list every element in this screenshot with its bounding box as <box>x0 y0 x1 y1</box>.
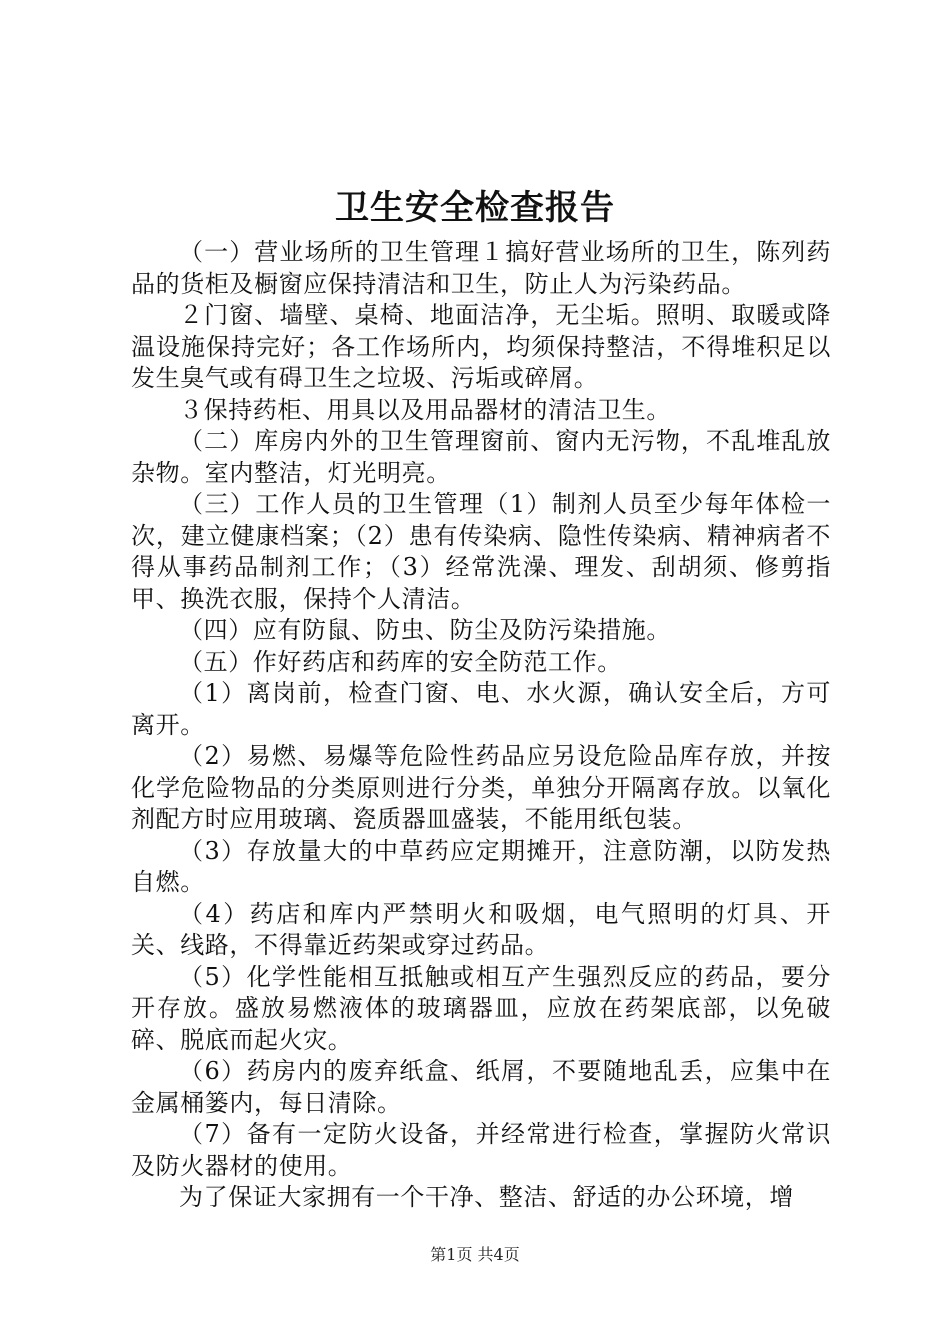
paragraph: （6）药房内的废弃纸盒、纸屑，不要随地乱丢，应集中在金属桶篓内，每日清除。 <box>131 1057 831 1117</box>
page-footer: 第1页 共4页 <box>430 1245 520 1264</box>
paragraph: （1）离岗前，检查门窗、电、水火源，确认安全后，方可离开。 <box>131 679 831 739</box>
paragraph: （二）库房内外的卫生管理窗前、窗内无污物，不乱堆乱放杂物。室内整洁，灯光明亮。 <box>131 427 831 487</box>
paragraph: （4）药店和库内严禁明火和吸烟，电气照明的灯具、开关、线路，不得靠近药架或穿过药品。 <box>131 899 831 959</box>
document-title: 卫生安全检查报告 <box>335 188 615 228</box>
paragraph: （2）易燃、易爆等危险性药品应另设危险品库存放，并按化学危险物品的分类原则进行分类，单独分开隔离存放。以氧化剂配方时应用玻璃、瓷质器皿盛装，不能用纸包装。 <box>131 742 831 833</box>
paragraph: ２门窗、墙壁、桌椅、地面洁净，无尘垢。照明、取暖或降温设施保持完好；各工作场所内，均须保持整洁，不得堆积足以发生臭气或有碍卫生之垃圾、污垢或碎屑。 <box>131 301 831 392</box>
paragraph: （五）作好药店和药库的安全防范工作。 <box>179 647 622 676</box>
paragraph: （7）备有一定防火设备，并经常进行检查，掌握防火常识及防火器材的使用。 <box>131 1120 831 1180</box>
paragraph: 为了保证大家拥有一个干净、整洁、舒适的办公环境，增 <box>179 1183 794 1211</box>
paragraph: （一）营业场所的卫生管理１搞好营业场所的卫生，陈列药品的货柜及橱窗应保持清洁和卫生，防止人为污染药品。 <box>131 238 831 298</box>
paragraph: （5）化学性能相互抵触或相互产生强烈反应的药品，要分开存放。盛放易燃液体的玻璃器皿，应放在药架底部，以免破碎、脱底而起火灾。 <box>131 962 831 1054</box>
paragraph: （三）工作人员的卫生管理（1）制剂人员至少每年体检一次，建立健康档案；（2）患有传染病、隐性传染病、精神病者不得从事药品制剂工作；（3）经常洗澡、理发、刮胡须、修剪指甲、换洗衣服，保持个人清洁。 <box>131 490 831 613</box>
document-body <box>131 237 831 1214</box>
paragraph: （3）存放量大的中草药应定期摊开，注意防潮，以防发热自燃。 <box>131 836 831 896</box>
paragraph: ３保持药柜、用具以及用品器材的清洁卫生。 <box>179 395 671 424</box>
paragraph: （四）应有防鼠、防虫、防尘及防污染措施。 <box>179 616 671 644</box>
